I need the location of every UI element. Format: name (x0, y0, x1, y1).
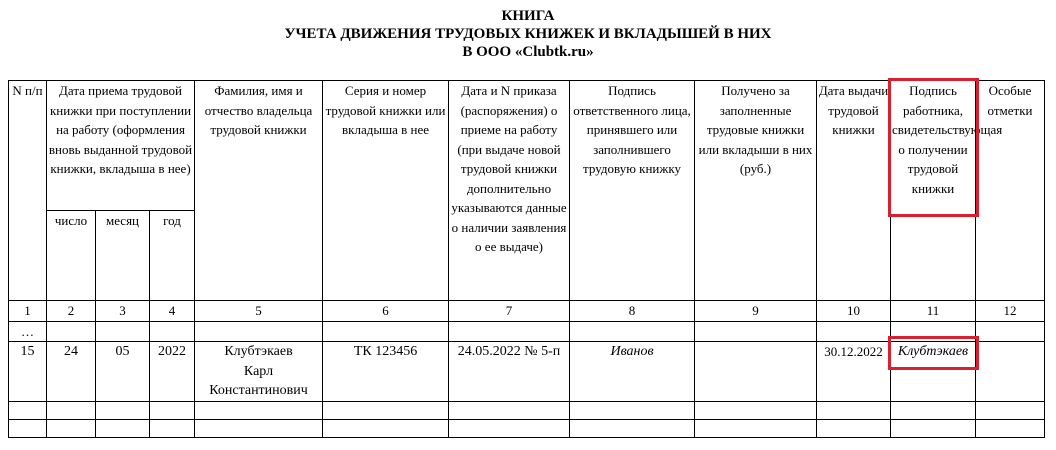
record-day: 24 (47, 342, 96, 402)
header-full-name: Фамилия, имя и отчество владельца трудовой книжки (195, 81, 323, 301)
header-paid: Получено за заполненные трудовые книжки или вкладыши в них (руб.) (695, 81, 817, 301)
column-number: 3 (96, 301, 150, 322)
record-series: ТК 123456 (323, 342, 449, 402)
empty-cell (891, 321, 976, 342)
empty-cell (695, 321, 817, 342)
document-title: КНИГА (501, 8, 555, 24)
record-worker-signature: Клубтэкаев (891, 342, 976, 402)
header-issue-date: Дата выдачи трудовой книжки (817, 81, 891, 301)
column-numbers-row (9, 301, 1045, 322)
empty-cell (323, 321, 449, 342)
column-number: 4 (150, 301, 195, 322)
header-worker-signature: Подпись работника, свидетельствующая о получении трудовой книжки (891, 81, 976, 301)
header-month: месяц (96, 211, 150, 301)
header-order: Дата и N приказа (распоряжения) о приеме на работу (при выдаче новой трудовой книжки дополнительно указываются данные о наличии заявления о ее выдаче) (449, 81, 570, 301)
record-num: 15 (9, 342, 47, 402)
empty-cell (195, 321, 323, 342)
ellipsis-cell: … (9, 321, 47, 342)
header-responsible-signature: Подпись ответственного лица, принявшего или заполнившего трудовую книжку (570, 81, 695, 301)
column-number: 12 (976, 301, 1045, 322)
ellipsis-row (9, 321, 1045, 342)
empty-cell (47, 321, 96, 342)
header-num: N п/п (9, 81, 47, 301)
empty-cell (817, 321, 891, 342)
header-notes: Особые отметки (976, 81, 1045, 301)
empty-cell (570, 321, 695, 342)
record-responsible-signature: Иванов (570, 342, 695, 402)
column-number: 8 (570, 301, 695, 322)
column-number: 11 (891, 301, 976, 322)
record-order: 24.05.2022 № 5-п (449, 342, 570, 402)
document-subtitle: УЧЕТА ДВИЖЕНИЯ ТРУДОВЫХ КНИЖЕК И ВКЛАДЫШЕЙ В НИХ (284, 26, 772, 42)
header-day: число (47, 211, 96, 301)
empty-cell (96, 321, 150, 342)
column-number: 10 (817, 301, 891, 322)
record-month: 05 (96, 342, 150, 402)
record-first-name: Карл (243, 363, 274, 379)
record-surname: Клубтэкаев (224, 344, 293, 359)
column-number: 2 (47, 301, 96, 322)
table-row (9, 342, 1045, 402)
record-year: 2022 (150, 342, 195, 402)
workbook-register-table (8, 80, 1045, 438)
column-number: 5 (195, 301, 323, 322)
organization-name: В ООО «Clubtk.ru» (462, 44, 594, 60)
column-number: 1 (9, 301, 47, 322)
header-year: год (150, 211, 195, 301)
record-patronymic: Константинович (209, 383, 308, 398)
record-issue-date: 30.12.2022 (817, 342, 891, 402)
empty-cell (976, 321, 1045, 342)
record-paid (695, 342, 817, 402)
empty-cell (150, 321, 195, 342)
header-receipt-date: Дата приема трудовой книжки при поступлении на работу (оформления вновь выданной трудовой книжки, вкладыша в нее) (47, 81, 195, 211)
column-number: 9 (695, 301, 817, 322)
empty-row (9, 419, 1045, 437)
column-number: 7 (449, 301, 570, 322)
record-full-name (195, 342, 323, 402)
record-notes (976, 342, 1045, 402)
header-series-number: Серия и номер трудовой книжки или вкладыша в нее (323, 81, 449, 301)
column-number: 6 (323, 301, 449, 322)
empty-row (9, 401, 1045, 419)
header-row (9, 81, 1045, 211)
empty-cell (449, 321, 570, 342)
